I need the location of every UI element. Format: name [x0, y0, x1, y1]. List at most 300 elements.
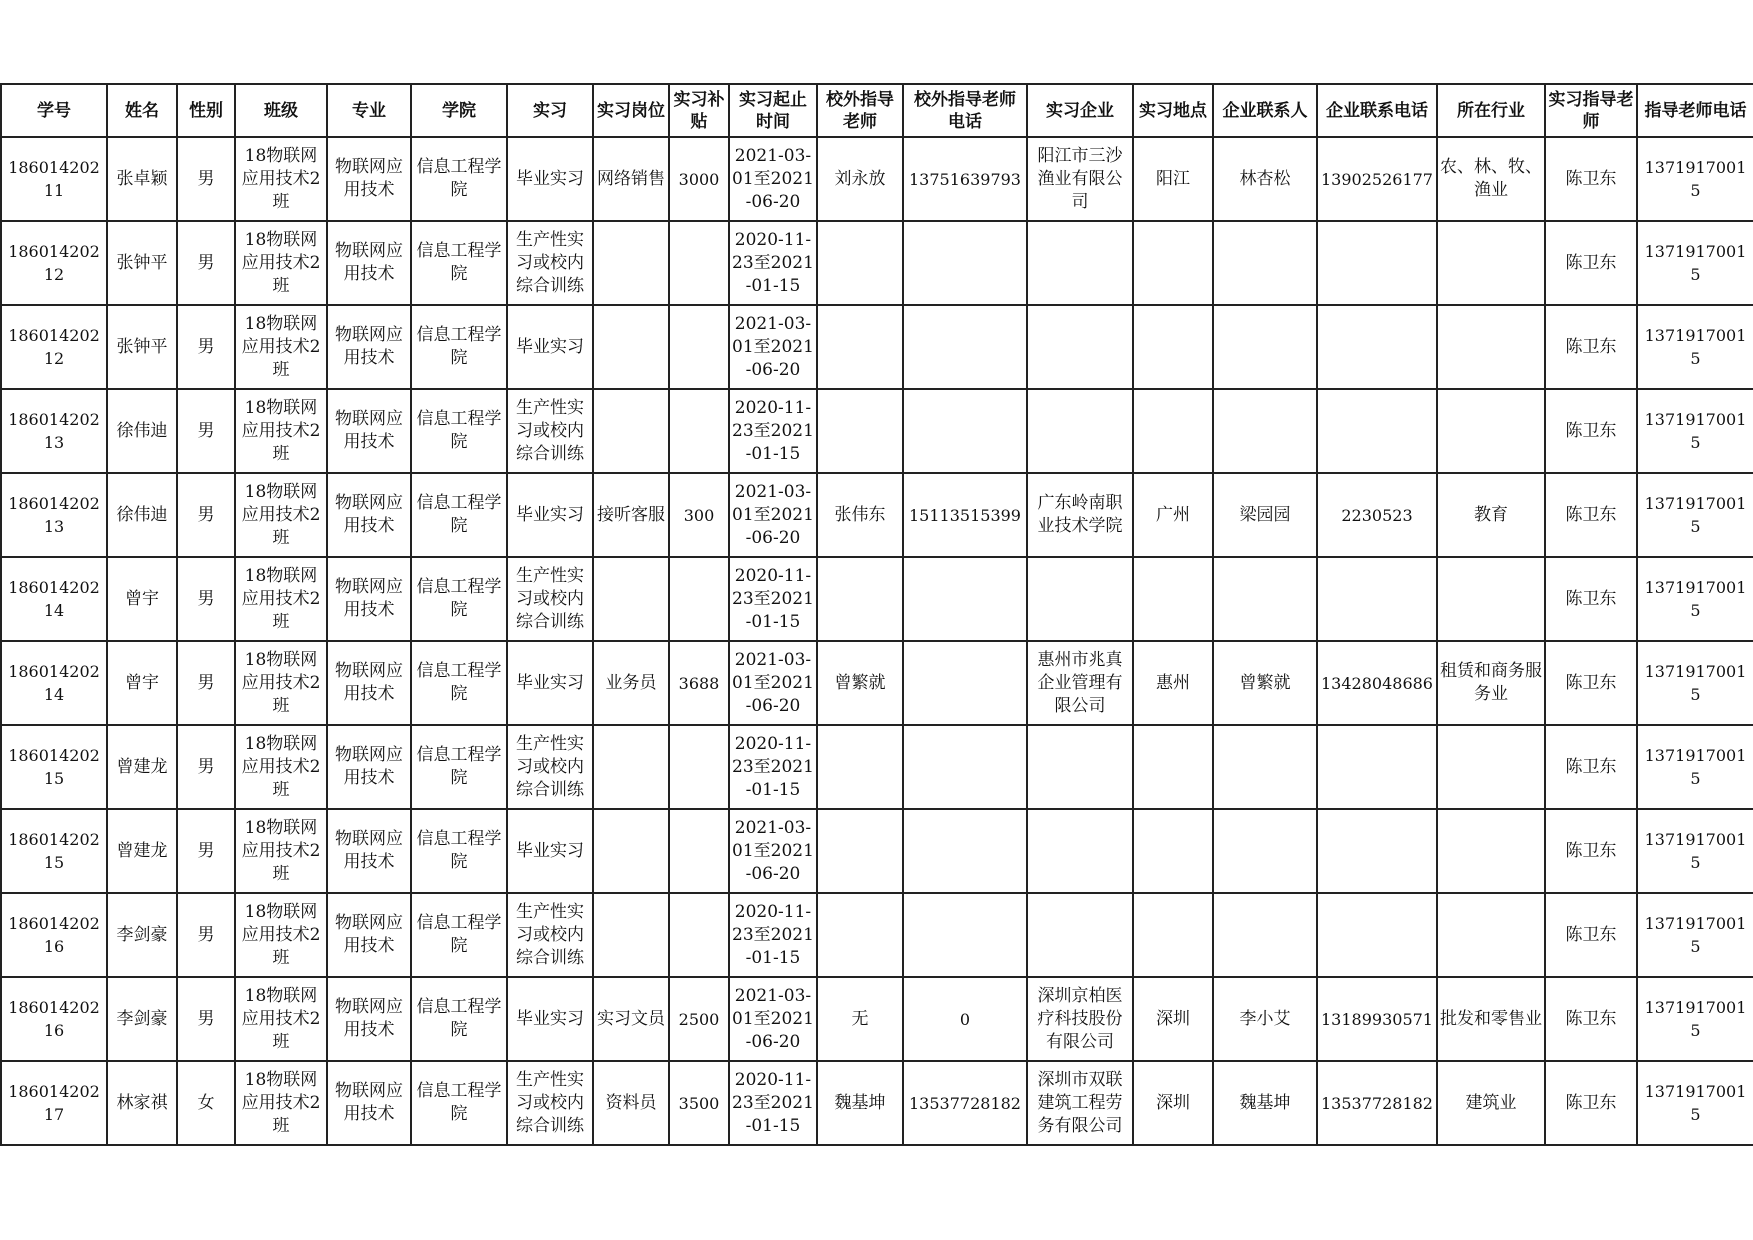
header-internship-type: 实习: [507, 84, 593, 137]
header-external-mentor: 校外指导老师: [817, 84, 903, 137]
cell-internship-location: [1133, 137, 1213, 221]
cell-text: 18601420211: [8, 158, 100, 200]
cell-text: 18601420213: [8, 410, 100, 452]
cell-internship-allowance: [669, 809, 729, 893]
cell-industry: [1437, 389, 1545, 473]
cell-company-contact: [1213, 1061, 1317, 1145]
cell-text: 2020-11-23至2021-01-15: [732, 229, 814, 296]
cell-mentor-phone: [1637, 557, 1753, 641]
cell-gender: [177, 1061, 235, 1145]
cell-student-id: [1, 893, 107, 977]
cell-text: 13537728182: [909, 1093, 1021, 1113]
cell-text: 300: [683, 505, 715, 525]
cell-text: 信息工程学院: [416, 661, 502, 704]
cell-text: 男: [197, 336, 215, 357]
cell-text: 深圳: [1156, 1008, 1190, 1029]
table-row: [1, 389, 1753, 473]
cell-internship-allowance: [669, 893, 729, 977]
cell-text: 广州: [1156, 504, 1190, 525]
cell-text: 信息工程学院: [416, 157, 502, 200]
cell-text: 魏基坤: [834, 1092, 886, 1113]
cell-company-contact: [1213, 725, 1317, 809]
header-internship-position: 实习岗位: [593, 84, 669, 137]
header-internship-location: 实习地点: [1133, 84, 1213, 137]
cell-internship-company: [1027, 473, 1133, 557]
cell-text: 阳江: [1156, 168, 1190, 189]
cell-class: [235, 1061, 327, 1145]
cell-internship-allowance: [669, 221, 729, 305]
cell-name: [107, 641, 177, 725]
cell-text: 曾宇: [125, 588, 159, 609]
cell-external-mentor-phone: [903, 641, 1027, 725]
header-college: 学院: [411, 84, 507, 137]
cell-gender: [177, 809, 235, 893]
cell-name: [107, 557, 177, 641]
cell-internship-type: [507, 641, 593, 725]
cell-text: 18物联网应用技术2班: [241, 817, 321, 884]
cell-internship-type: [507, 1061, 593, 1145]
cell-mentor-phone: [1637, 221, 1753, 305]
cell-student-id: [1, 137, 107, 221]
cell-text: 批发和零售业: [1440, 1008, 1542, 1029]
cell-internship-period: [729, 809, 817, 893]
cell-class: [235, 641, 327, 725]
cell-industry: [1437, 641, 1545, 725]
cell-student-id: [1, 557, 107, 641]
header-internship-company: 实习企业: [1027, 84, 1133, 137]
cell-student-id: [1, 1061, 107, 1145]
cell-text: 惠州市兆真企业管理有限公司: [1037, 649, 1123, 716]
cell-text: 生产性实习或校内综合训练: [516, 397, 584, 464]
cell-internship-period: [729, 305, 817, 389]
cell-text: 毕业实习: [516, 1008, 584, 1029]
cell-text: 13719170015: [1644, 578, 1747, 620]
cell-internship-mentor: [1545, 1061, 1637, 1145]
cell-text: 信息工程学院: [416, 409, 502, 452]
cell-company-contact-phone: [1317, 641, 1437, 725]
cell-internship-period: [729, 893, 817, 977]
cell-text: 13719170015: [1644, 914, 1747, 956]
cell-text: 18601420215: [8, 746, 100, 788]
cell-text: 广东岭南职业技术学院: [1037, 493, 1123, 536]
cell-text: 深圳: [1156, 1092, 1190, 1113]
cell-major: [327, 809, 411, 893]
cell-text: 信息工程学院: [416, 997, 502, 1040]
cell-company-contact: [1213, 893, 1317, 977]
cell-text: 13537728182: [1321, 1093, 1433, 1113]
cell-internship-mentor: [1545, 221, 1637, 305]
cell-text: 徐伟迪: [116, 420, 168, 441]
cell-external-mentor: [817, 137, 903, 221]
cell-text: 物联网应用技术: [335, 493, 403, 536]
table-row: [1, 221, 1753, 305]
cell-class: [235, 473, 327, 557]
cell-internship-type: [507, 809, 593, 893]
cell-text: 男: [197, 672, 215, 693]
cell-internship-company: [1027, 893, 1133, 977]
cell-text: 男: [197, 1008, 215, 1029]
cell-student-id: [1, 809, 107, 893]
cell-gender: [177, 389, 235, 473]
cell-name: [107, 893, 177, 977]
cell-text: 物联网应用技术: [335, 577, 403, 620]
cell-mentor-phone: [1637, 893, 1753, 977]
cell-text: 2021-03-01至2021-06-20: [732, 145, 814, 212]
cell-text: 网络销售: [597, 168, 665, 189]
cell-text: 物联网应用技术: [335, 1081, 403, 1124]
internship-sheet: [0, 83, 1753, 1146]
cell-internship-period: [729, 641, 817, 725]
internship-table: [0, 83, 1753, 1146]
cell-text: 林家祺: [116, 1092, 168, 1113]
cell-text: 生产性实习或校内综合训练: [516, 733, 584, 800]
cell-internship-mentor: [1545, 557, 1637, 641]
cell-class: [235, 893, 327, 977]
cell-text: 信息工程学院: [416, 577, 502, 620]
cell-internship-allowance: [669, 305, 729, 389]
cell-company-contact-phone: [1317, 305, 1437, 389]
cell-name: [107, 305, 177, 389]
cell-student-id: [1, 473, 107, 557]
cell-class: [235, 305, 327, 389]
table-row: [1, 137, 1753, 221]
cell-text: 农、林、牧、渔业: [1440, 157, 1542, 200]
cell-name: [107, 1061, 177, 1145]
table-row: [1, 893, 1753, 977]
cell-text: 2021-03-01至2021-06-20: [732, 313, 814, 380]
cell-text: 18601420212: [8, 242, 100, 284]
cell-internship-position: [593, 389, 669, 473]
cell-internship-company: [1027, 137, 1133, 221]
cell-external-mentor-phone: [903, 473, 1027, 557]
cell-text: 毕业实习: [516, 840, 584, 861]
cell-industry: [1437, 557, 1545, 641]
header-row: [1, 84, 1753, 137]
cell-text: 毕业实习: [516, 168, 584, 189]
cell-class: [235, 557, 327, 641]
cell-internship-type: [507, 557, 593, 641]
cell-internship-position: [593, 305, 669, 389]
cell-text: 2020-11-23至2021-01-15: [732, 901, 814, 968]
header-company-contact-phone: 企业联系电话: [1317, 84, 1437, 137]
cell-internship-location: [1133, 641, 1213, 725]
cell-external-mentor: [817, 893, 903, 977]
cell-external-mentor: [817, 221, 903, 305]
cell-text: 阳江市三沙渔业有限公司: [1037, 145, 1123, 212]
cell-internship-mentor: [1545, 305, 1637, 389]
cell-internship-mentor: [1545, 473, 1637, 557]
header-internship-period: 实习起止时间: [729, 84, 817, 137]
cell-name: [107, 725, 177, 809]
cell-text: 深圳京柏医疗科技股份有限公司: [1037, 985, 1123, 1052]
cell-text: 陈卫东: [1565, 1008, 1617, 1029]
cell-internship-company: [1027, 557, 1133, 641]
cell-major: [327, 893, 411, 977]
cell-internship-location: [1133, 305, 1213, 389]
cell-text: 信息工程学院: [416, 1081, 502, 1124]
cell-mentor-phone: [1637, 977, 1753, 1061]
cell-mentor-phone: [1637, 137, 1753, 221]
cell-mentor-phone: [1637, 473, 1753, 557]
cell-college: [411, 557, 507, 641]
cell-text: 生产性实习或校内综合训练: [516, 901, 584, 968]
cell-college: [411, 473, 507, 557]
cell-external-mentor-phone: [903, 809, 1027, 893]
cell-name: [107, 137, 177, 221]
cell-text: 曾建龙: [116, 756, 168, 777]
cell-text: 接听客服: [597, 504, 665, 525]
cell-college: [411, 305, 507, 389]
cell-company-contact: [1213, 809, 1317, 893]
cell-company-contact-phone: [1317, 221, 1437, 305]
cell-text: 13719170015: [1644, 998, 1747, 1040]
cell-text: 陈卫东: [1565, 504, 1617, 525]
cell-internship-mentor: [1545, 893, 1637, 977]
cell-external-mentor: [817, 1061, 903, 1145]
cell-text: 18物联网应用技术2班: [241, 901, 321, 968]
cell-external-mentor-phone: [903, 1061, 1027, 1145]
cell-text: 18物联网应用技术2班: [241, 733, 321, 800]
cell-text: 18物联网应用技术2班: [241, 565, 321, 632]
cell-gender: [177, 641, 235, 725]
cell-internship-type: [507, 977, 593, 1061]
cell-internship-type: [507, 305, 593, 389]
cell-internship-position: [593, 809, 669, 893]
cell-internship-location: [1133, 1061, 1213, 1145]
cell-text: 13719170015: [1644, 494, 1747, 536]
table-row: [1, 305, 1753, 389]
cell-internship-allowance: [669, 725, 729, 809]
cell-company-contact: [1213, 305, 1317, 389]
cell-gender: [177, 137, 235, 221]
cell-company-contact: [1213, 641, 1317, 725]
cell-major: [327, 1061, 411, 1145]
cell-internship-period: [729, 1061, 817, 1145]
cell-internship-period: [729, 389, 817, 473]
header-industry: 所在行业: [1437, 84, 1545, 137]
cell-text: 18601420215: [8, 830, 100, 872]
cell-text: 2021-03-01至2021-06-20: [732, 649, 814, 716]
cell-text: 0: [959, 1009, 971, 1029]
cell-text: 18物联网应用技术2班: [241, 145, 321, 212]
cell-gender: [177, 893, 235, 977]
cell-text: 曾宇: [125, 672, 159, 693]
cell-external-mentor-phone: [903, 305, 1027, 389]
cell-internship-mentor: [1545, 389, 1637, 473]
cell-text: 18物联网应用技术2班: [241, 397, 321, 464]
cell-text: 物联网应用技术: [335, 997, 403, 1040]
cell-text: 曾繁就: [834, 672, 886, 693]
cell-internship-location: [1133, 389, 1213, 473]
cell-external-mentor: [817, 977, 903, 1061]
cell-name: [107, 221, 177, 305]
cell-external-mentor-phone: [903, 221, 1027, 305]
cell-text: 梁园园: [1239, 504, 1291, 525]
cell-text: 生产性实习或校内综合训练: [516, 1069, 584, 1136]
cell-class: [235, 137, 327, 221]
cell-text: 18物联网应用技术2班: [241, 229, 321, 296]
cell-internship-company: [1027, 641, 1133, 725]
cell-text: 13719170015: [1644, 1082, 1747, 1124]
cell-text: 男: [197, 420, 215, 441]
cell-company-contact: [1213, 977, 1317, 1061]
cell-mentor-phone: [1637, 725, 1753, 809]
cell-text: 2021-03-01至2021-06-20: [732, 817, 814, 884]
cell-student-id: [1, 977, 107, 1061]
cell-text: 18物联网应用技术2班: [241, 985, 321, 1052]
table-row: [1, 641, 1753, 725]
cell-college: [411, 389, 507, 473]
cell-text: 信息工程学院: [416, 913, 502, 956]
cell-text: 曾繁就: [1239, 672, 1291, 693]
cell-industry: [1437, 137, 1545, 221]
cell-gender: [177, 221, 235, 305]
cell-text: 3000: [678, 169, 720, 189]
cell-internship-period: [729, 473, 817, 557]
header-name: 姓名: [107, 84, 177, 137]
cell-industry: [1437, 725, 1545, 809]
cell-text: 13719170015: [1644, 410, 1747, 452]
cell-college: [411, 1061, 507, 1145]
cell-internship-period: [729, 221, 817, 305]
cell-text: 2020-11-23至2021-01-15: [732, 1069, 814, 1136]
cell-text: 教育: [1474, 504, 1508, 525]
header-internship-mentor: 实习指导老师: [1545, 84, 1637, 137]
cell-text: 物联网应用技术: [335, 829, 403, 872]
cell-name: [107, 473, 177, 557]
cell-text: 无: [851, 1008, 869, 1029]
cell-text: 陈卫东: [1565, 840, 1617, 861]
cell-text: 15113515399: [909, 505, 1021, 525]
cell-internship-location: [1133, 893, 1213, 977]
cell-external-mentor-phone: [903, 557, 1027, 641]
cell-text: 实习文员: [597, 1008, 665, 1029]
cell-text: 曾建龙: [116, 840, 168, 861]
cell-text: 生产性实习或校内综合训练: [516, 565, 584, 632]
cell-internship-location: [1133, 557, 1213, 641]
cell-text: 陈卫东: [1565, 336, 1617, 357]
cell-major: [327, 305, 411, 389]
cell-class: [235, 977, 327, 1061]
cell-industry: [1437, 473, 1545, 557]
cell-text: 毕业实习: [516, 672, 584, 693]
cell-internship-allowance: [669, 641, 729, 725]
cell-class: [235, 221, 327, 305]
cell-company-contact: [1213, 389, 1317, 473]
cell-text: 2021-03-01至2021-06-20: [732, 985, 814, 1052]
cell-mentor-phone: [1637, 809, 1753, 893]
cell-text: 徐伟迪: [116, 504, 168, 525]
cell-text: 陈卫东: [1565, 1092, 1617, 1113]
cell-student-id: [1, 389, 107, 473]
cell-text: 13189930571: [1321, 1009, 1433, 1029]
cell-text: 18601420216: [8, 998, 100, 1040]
cell-text: 18601420214: [8, 578, 100, 620]
header-major: 专业: [327, 84, 411, 137]
cell-external-mentor: [817, 641, 903, 725]
cell-text: 13751639793: [909, 169, 1021, 189]
cell-text: 3688: [678, 673, 720, 693]
cell-text: 陈卫东: [1565, 252, 1617, 273]
cell-text: 2020-11-23至2021-01-15: [732, 565, 814, 632]
cell-text: 2020-11-23至2021-01-15: [732, 397, 814, 464]
cell-external-mentor-phone: [903, 977, 1027, 1061]
cell-text: 信息工程学院: [416, 493, 502, 536]
cell-text: 3500: [678, 1093, 720, 1113]
cell-name: [107, 389, 177, 473]
cell-text: 物联网应用技术: [335, 661, 403, 704]
cell-major: [327, 725, 411, 809]
cell-industry: [1437, 893, 1545, 977]
cell-internship-company: [1027, 1061, 1133, 1145]
cell-internship-company: [1027, 221, 1133, 305]
cell-text: 资料员: [605, 1092, 657, 1113]
cell-text: 13902526177: [1321, 169, 1433, 189]
cell-text: 业务员: [605, 672, 657, 693]
cell-text: 陈卫东: [1565, 924, 1617, 945]
cell-internship-company: [1027, 389, 1133, 473]
cell-internship-position: [593, 221, 669, 305]
cell-college: [411, 809, 507, 893]
cell-text: 2021-03-01至2021-06-20: [732, 481, 814, 548]
cell-text: 物联网应用技术: [335, 241, 403, 284]
cell-industry: [1437, 305, 1545, 389]
cell-text: 男: [197, 588, 215, 609]
cell-text: 信息工程学院: [416, 745, 502, 788]
cell-internship-location: [1133, 977, 1213, 1061]
cell-internship-position: [593, 641, 669, 725]
cell-text: 男: [197, 756, 215, 777]
cell-external-mentor: [817, 389, 903, 473]
cell-text: 男: [197, 924, 215, 945]
cell-text: 李剑豪: [116, 924, 168, 945]
cell-college: [411, 893, 507, 977]
cell-internship-position: [593, 137, 669, 221]
cell-text: 男: [197, 840, 215, 861]
cell-major: [327, 137, 411, 221]
table-row: [1, 809, 1753, 893]
cell-internship-mentor: [1545, 137, 1637, 221]
cell-company-contact-phone: [1317, 725, 1437, 809]
cell-internship-period: [729, 557, 817, 641]
cell-name: [107, 809, 177, 893]
cell-external-mentor-phone: [903, 725, 1027, 809]
cell-internship-mentor: [1545, 977, 1637, 1061]
cell-company-contact-phone: [1317, 809, 1437, 893]
header-external-mentor-phone: 校外指导老师电话: [903, 84, 1027, 137]
cell-internship-type: [507, 389, 593, 473]
cell-text: 13428048686: [1321, 673, 1433, 693]
cell-industry: [1437, 1061, 1545, 1145]
cell-student-id: [1, 725, 107, 809]
cell-gender: [177, 557, 235, 641]
cell-major: [327, 557, 411, 641]
cell-internship-mentor: [1545, 725, 1637, 809]
cell-text: 18601420212: [8, 326, 100, 368]
cell-company-contact: [1213, 221, 1317, 305]
cell-text: 13719170015: [1644, 830, 1747, 872]
cell-company-contact-phone: [1317, 389, 1437, 473]
cell-internship-position: [593, 977, 669, 1061]
cell-internship-type: [507, 893, 593, 977]
cell-text: 陈卫东: [1565, 420, 1617, 441]
cell-gender: [177, 725, 235, 809]
cell-text: 物联网应用技术: [335, 325, 403, 368]
cell-text: 18601420214: [8, 662, 100, 704]
cell-internship-allowance: [669, 389, 729, 473]
cell-external-mentor-phone: [903, 893, 1027, 977]
cell-text: 信息工程学院: [416, 241, 502, 284]
